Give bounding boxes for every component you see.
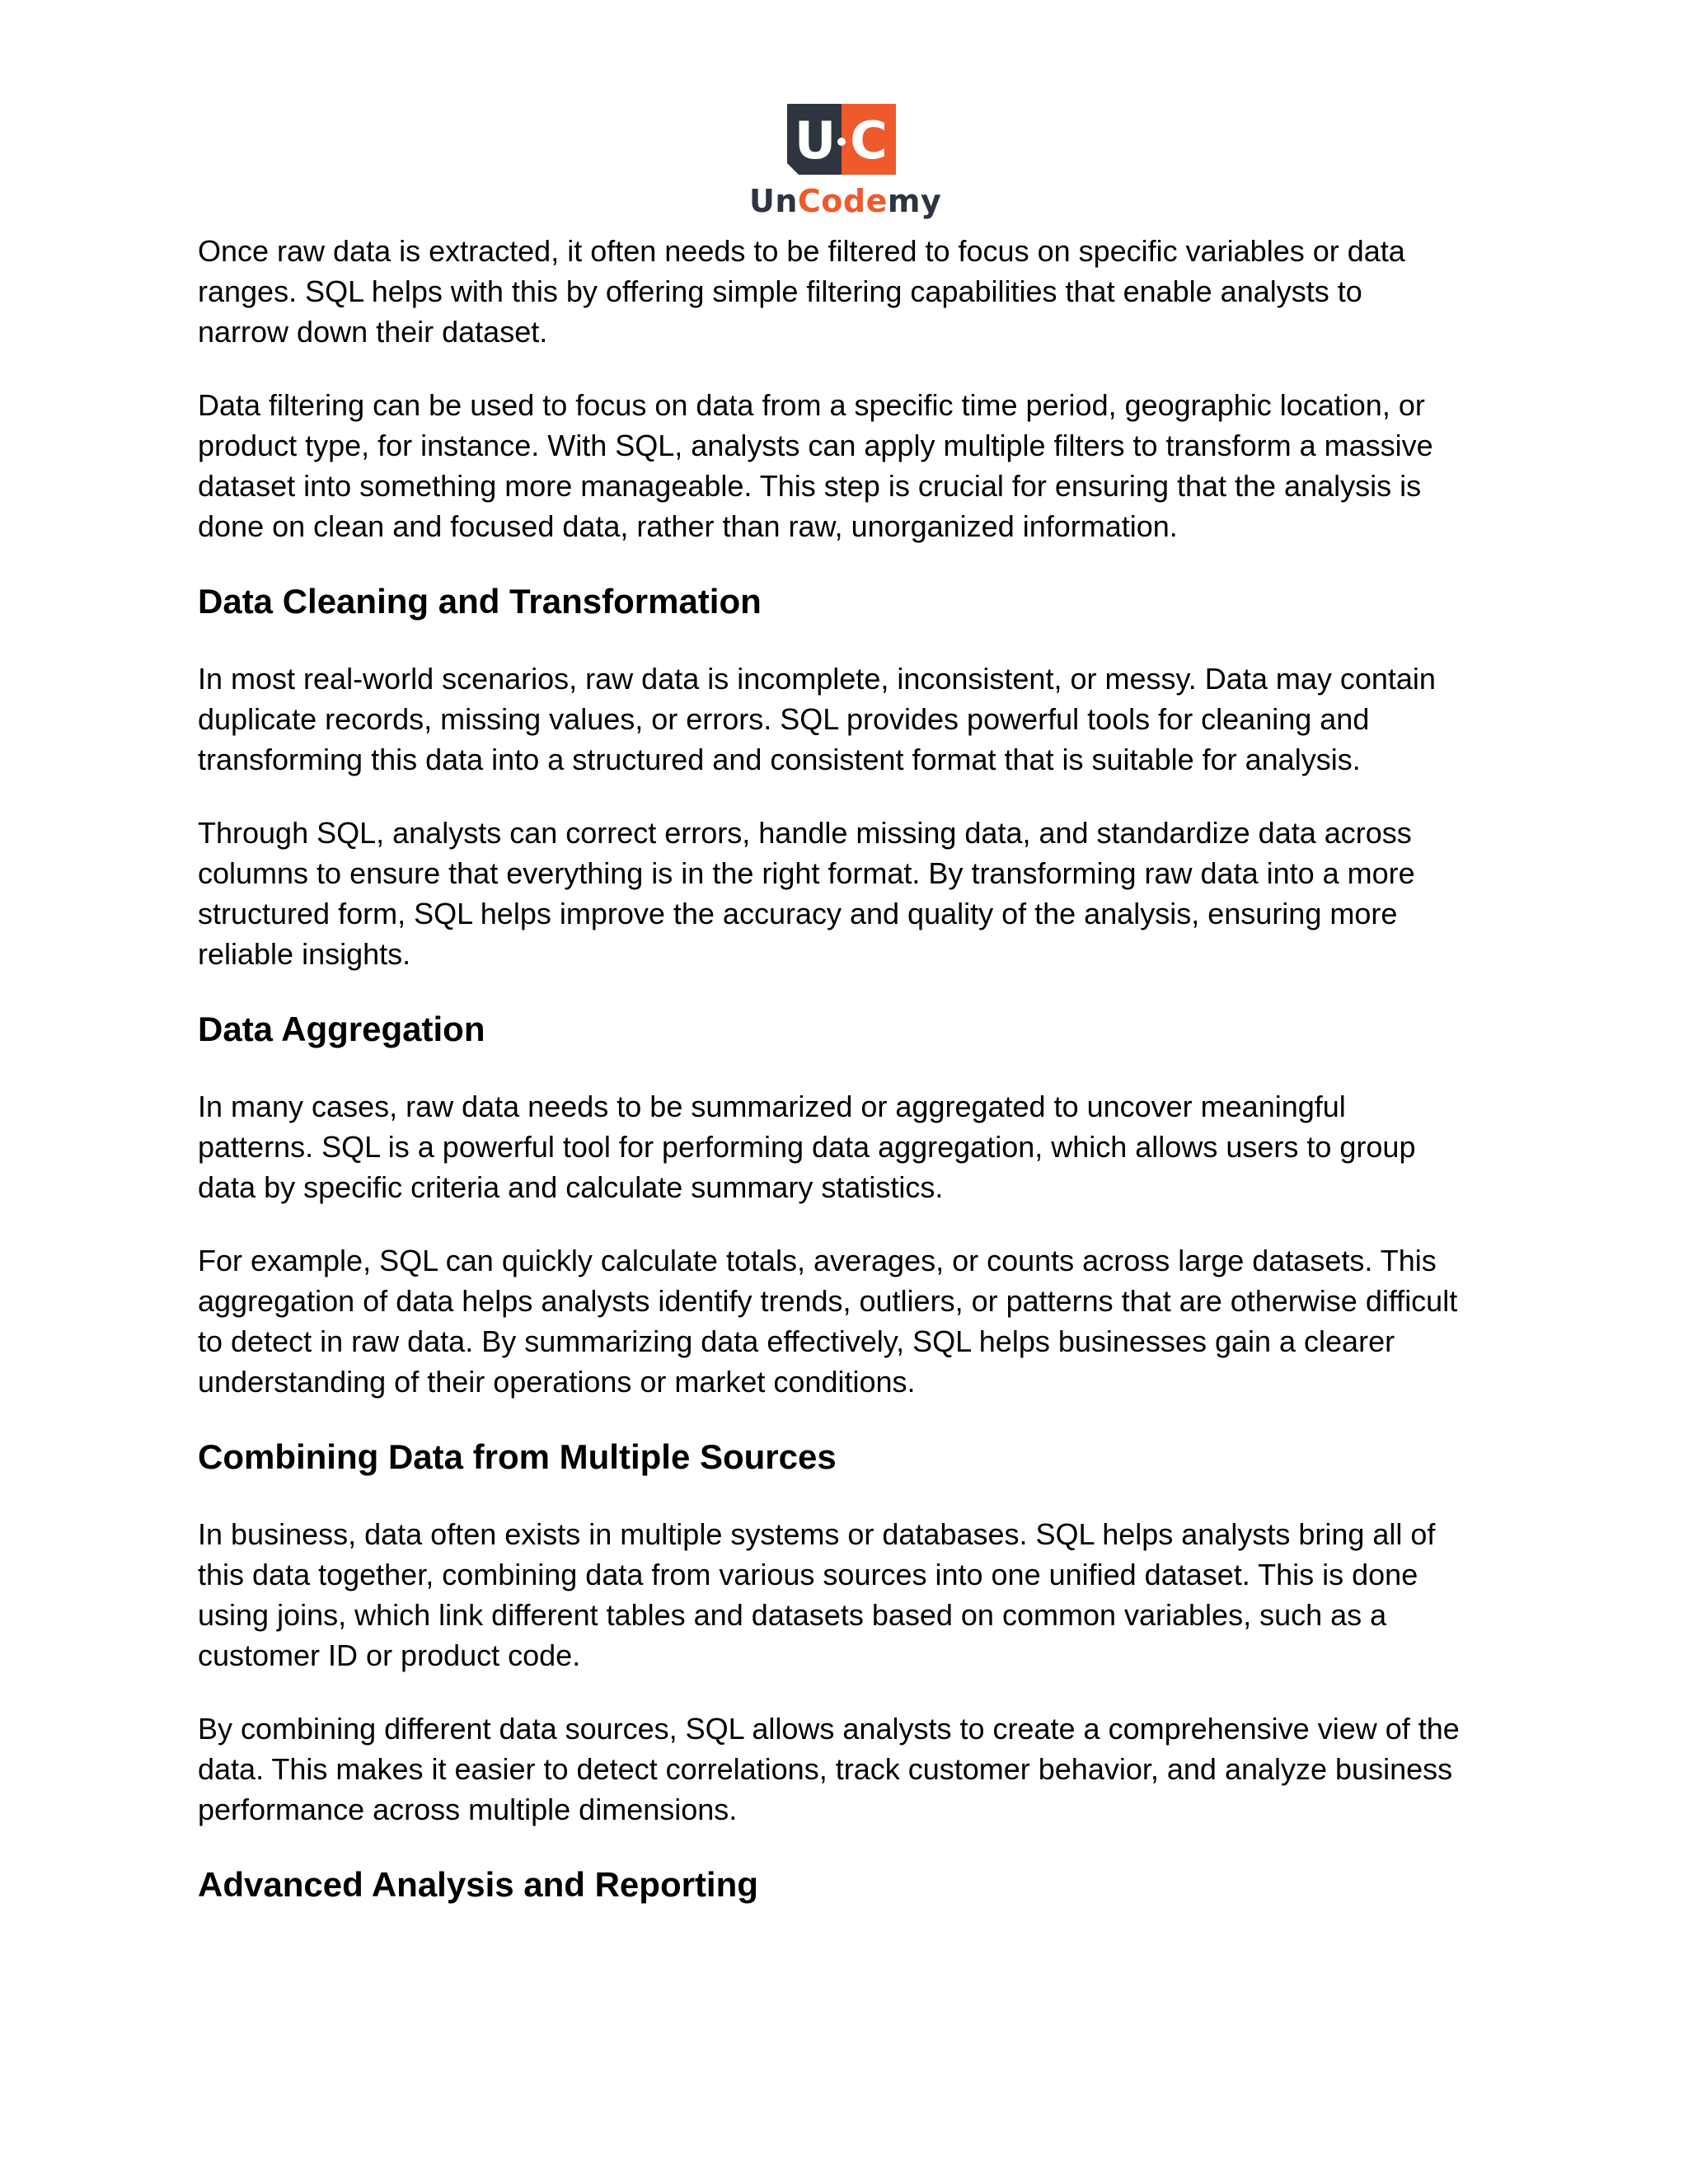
paragraph-line: duplicate records, missing values, or errors. SQL provides powerful tools for cleaning and <box>198 702 1370 736</box>
paragraph-line: data. This makes it easier to detect correlations, track customer behavior, and analyze business <box>198 1752 1453 1786</box>
paragraph-line: understanding of their operations or market conditions. <box>198 1365 916 1399</box>
section-heading: Combining Data from Multiple Sources <box>198 1437 837 1476</box>
paragraph-line: using joins, which link different tables and datasets based on common variables, such as a <box>198 1598 1387 1632</box>
paragraph-line: customer ID or product code. <box>198 1638 581 1672</box>
paragraph-line: For example, SQL can quickly calculate totals, averages, or counts across large datasets. This <box>198 1244 1437 1277</box>
body-paragraph <box>198 813 1500 974</box>
logo-mark-right-letter: C <box>850 110 888 171</box>
section-heading: Data Aggregation <box>198 1010 485 1048</box>
logo-wordmark-un: Un <box>749 183 798 219</box>
body-paragraph <box>198 231 1500 352</box>
paragraph-line: narrow down their dataset. <box>198 315 548 349</box>
paragraph-line: Through SQL, analysts can correct errors, handle missing data, and standardize data across <box>198 816 1412 850</box>
paragraph-line: this data together, combining data from various sources into one unified dataset. This is done <box>198 1558 1418 1591</box>
paragraph-line: By combining different data sources, SQL allows analysts to create a comprehensive view of the <box>198 1712 1460 1746</box>
paragraph-line: columns to ensure that everything is in the right format. By transforming raw data into a more <box>198 856 1415 890</box>
paragraph-line: patterns. SQL is a powerful tool for performing data aggregation, which allows users to group <box>198 1130 1416 1164</box>
paragraph-line: data by specific criteria and calculate summary statistics. <box>198 1170 944 1204</box>
paragraph-line: to detect in raw data. By summarizing data effectively, SQL helps businesses gain a clearer <box>198 1324 1395 1358</box>
paragraph-line: transforming this data into a structured and consistent format that is suitable for analysis. <box>198 743 1361 776</box>
paragraph-line: In many cases, raw data needs to be summarized or aggregated to uncover meaningful <box>198 1090 1346 1123</box>
body-paragraph <box>198 385 1500 546</box>
paragraph-line: done on clean and focused data, rather than raw, unorganized information. <box>198 509 1178 543</box>
body-paragraph <box>198 658 1500 780</box>
body-paragraph <box>198 1708 1500 1830</box>
paragraph-line: reliable insights. <box>198 937 411 971</box>
body-paragraph <box>198 1240 1500 1402</box>
body-paragraph <box>198 1514 1500 1675</box>
paragraph-line: Once raw data is extracted, it often needs to be filtered to focus on specific variables or data <box>198 234 1405 268</box>
paragraph-line: structured form, SQL helps improve the accuracy and quality of the analysis, ensuring more <box>198 897 1398 930</box>
body-paragraph <box>198 1086 1500 1207</box>
logo-mark-left-letter: U <box>794 110 837 171</box>
logo-wordmark <box>749 183 942 219</box>
logo-wordmark-my: my <box>887 183 942 219</box>
paragraph-line: product type, for instance. With SQL, analysts can apply multiple filters to transform a massive <box>198 429 1433 462</box>
logo-dot <box>837 138 846 146</box>
paragraph-line: ranges. SQL helps with this by offering simple filtering capabilities that enable analysts to <box>198 274 1362 308</box>
paragraph-line: Data filtering can be used to focus on data from a specific time period, geographic location, or <box>198 388 1425 422</box>
paragraph-line: performance across multiple dimensions. <box>198 1793 738 1826</box>
paragraph-line: In business, data often exists in multiple systems or databases. SQL helps analysts bring all of <box>198 1517 1436 1551</box>
logo-wordmark-code: Code <box>797 183 888 219</box>
uc-logo-icon <box>787 104 896 175</box>
paragraph-line: aggregation of data helps analysts identify trends, outliers, or patterns that are otherwise difficult <box>198 1284 1458 1318</box>
paragraph-line: dataset into something more manageable. This step is crucial for ensuring that the analysis is <box>198 469 1422 503</box>
section-heading: Data Cleaning and Transformation <box>198 582 762 621</box>
section-heading: Advanced Analysis and Reporting <box>198 1865 758 1904</box>
document-body <box>198 231 1500 1942</box>
paragraph-line: In most real-world scenarios, raw data is incomplete, inconsistent, or messy. Data may contain <box>198 662 1436 696</box>
uncodemy-logo <box>749 104 942 219</box>
